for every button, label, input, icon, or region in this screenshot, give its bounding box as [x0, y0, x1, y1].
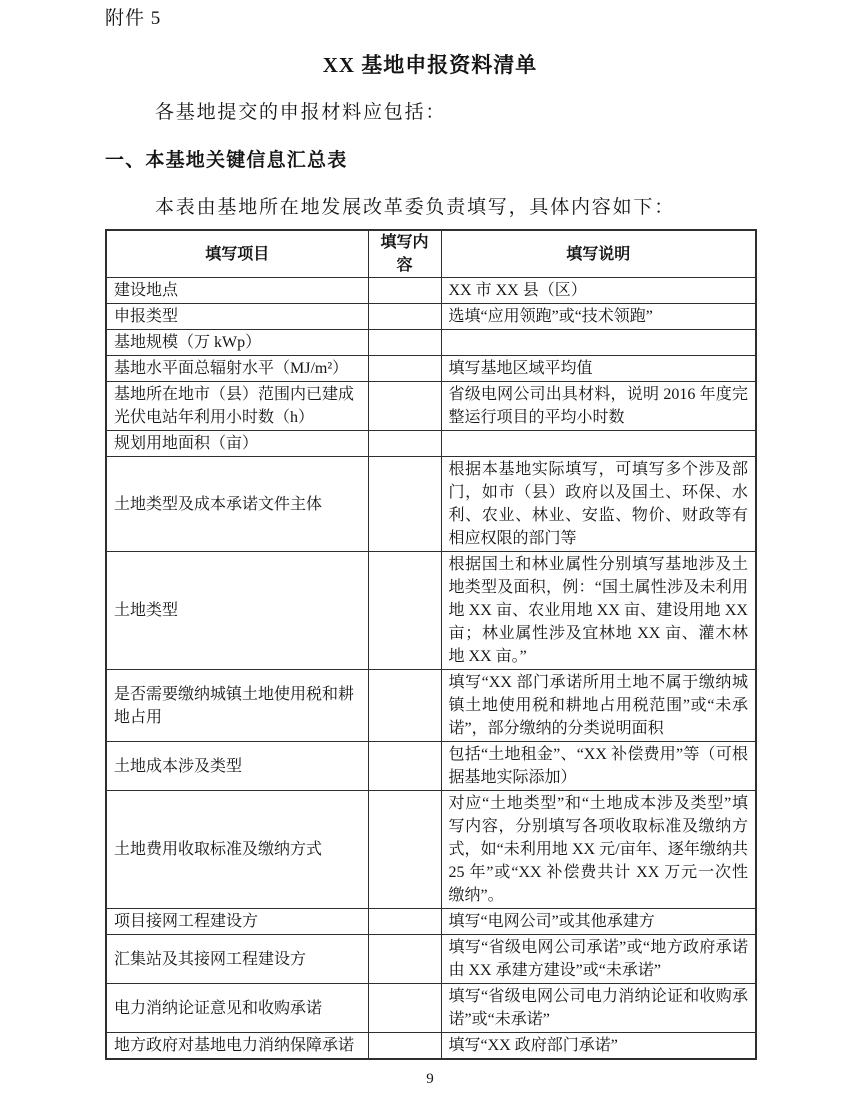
- cell-description: 包括“土地租金”、“XX 补偿费用”等（可根据基地实际添加）: [441, 742, 756, 791]
- cell-fill-in: [368, 356, 441, 382]
- document-title: XX 基地申报资料清单: [322, 53, 538, 77]
- cell-description: 填写“电网公司”或其他承建方: [441, 909, 756, 935]
- section-intro-paragraph: 本表由基地所在地发展改革委负责填写，具体内容如下：: [155, 197, 676, 218]
- cell-description: XX 市 XX 县（区）: [441, 278, 756, 304]
- attachment-label: 附件 5: [105, 8, 162, 29]
- table-row: [106, 457, 756, 552]
- cell-fill-in: [368, 431, 441, 457]
- cell-description: 填写“XX 部门承诺所用土地不属于缴纳城镇土地使用税和耕地占用税范围”或“未承诺”，部分缴纳的分类说明面积: [441, 670, 756, 742]
- cell-item: 电力消纳论证意见和收购承诺: [106, 984, 368, 1033]
- table-row: [106, 552, 756, 670]
- table-row: [106, 330, 756, 356]
- cell-description: 根据本基地实际填写，可填写多个涉及部门，如市（县）政府以及国土、环保、水利、农业、林业、安监、物价、财政等有相应权限的部门等: [441, 457, 756, 552]
- header-cell-item: 填写项目: [106, 230, 368, 278]
- cell-fill-in: [368, 457, 441, 552]
- cell-item: 是否需要缴纳城镇土地使用税和耕地占用: [106, 670, 368, 742]
- cell-description: 填写“省级电网公司电力消纳论证和收购承诺”或“未承诺”: [441, 984, 756, 1033]
- cell-item: 土地费用收取标准及缴纳方式: [106, 791, 368, 909]
- cell-fill-in: [368, 382, 441, 431]
- cell-description: 选填“应用领跑”或“技术领跑”: [441, 304, 756, 330]
- cell-fill-in: [368, 909, 441, 935]
- cell-item: 土地成本涉及类型: [106, 742, 368, 791]
- cell-item: 基地水平面总辐射水平（MJ/m²）: [106, 356, 368, 382]
- cell-description: 省级电网公司出具材料，说明 2016 年度完整运行项目的平均小时数: [441, 382, 756, 431]
- header-row: [106, 230, 756, 278]
- cell-description: [441, 330, 756, 356]
- cell-item: 基地规模（万 kWp）: [106, 330, 368, 356]
- summary-table-header: [106, 230, 756, 278]
- cell-description: 对应“土地类型”和“土地成本涉及类型”填写内容，分别填写各项收取标准及缴纳方式，如“未利用地 XX 元/亩年、逐年缴纳共 25 年”或“XX 补偿费共计 XX 万元一次性缴纳”。: [441, 791, 756, 909]
- table-row: [106, 431, 756, 457]
- cell-fill-in: [368, 278, 441, 304]
- page-number: 9: [426, 1071, 434, 1087]
- table-row: [106, 278, 756, 304]
- table-row: [106, 670, 756, 742]
- cell-fill-in: [368, 984, 441, 1033]
- cell-description: 填写基地区域平均值: [441, 356, 756, 382]
- table-row: [106, 742, 756, 791]
- header-cell-description: 填写说明: [441, 230, 756, 278]
- cell-item: 汇集站及其接网工程建设方: [106, 935, 368, 984]
- table-row: [106, 909, 756, 935]
- summary-table: [105, 229, 757, 1060]
- cell-description: 填写“XX 政府部门承诺”: [441, 1033, 756, 1060]
- cell-item: 基地所在地市（县）范围内已建成光伏电站年利用小时数（h）: [106, 382, 368, 431]
- cell-description: [441, 431, 756, 457]
- cell-description: 填写“省级电网公司承诺”或“地方政府承诺由 XX 承建方建设”或“未承诺”: [441, 935, 756, 984]
- cell-fill-in: [368, 1033, 441, 1060]
- summary-table-body: [106, 278, 756, 1060]
- cell-fill-in: [368, 330, 441, 356]
- table-row: [106, 935, 756, 984]
- cell-fill-in: [368, 304, 441, 330]
- cell-item: 土地类型: [106, 552, 368, 670]
- cell-fill-in: [368, 935, 441, 984]
- cell-fill-in: [368, 670, 441, 742]
- cell-item: 建设地点: [106, 278, 368, 304]
- table-row: [106, 356, 756, 382]
- intro-paragraph: 各基地提交的申报材料应包括：: [155, 102, 447, 123]
- cell-fill-in: [368, 742, 441, 791]
- header-cell-content: 填写内容: [368, 230, 441, 278]
- table-row: [106, 791, 756, 909]
- cell-item: 项目接网工程建设方: [106, 909, 368, 935]
- table-row: [106, 1033, 756, 1060]
- cell-item: 土地类型及成本承诺文件主体: [106, 457, 368, 552]
- table-row: [106, 382, 756, 431]
- cell-item: 地方政府对基地电力消纳保障承诺: [106, 1033, 368, 1060]
- cell-fill-in: [368, 552, 441, 670]
- table-row: [106, 984, 756, 1033]
- cell-item: 申报类型: [106, 304, 368, 330]
- table-row: [106, 304, 756, 330]
- cell-item: 规划用地面积（亩）: [106, 431, 368, 457]
- cell-fill-in: [368, 791, 441, 909]
- section-heading: 一、本基地关键信息汇总表: [105, 150, 348, 171]
- cell-description: 根据国土和林业属性分别填写基地涉及土地类型及面积，例：“国土属性涉及未利用地 XX 亩、农业用地 XX 亩、建设用地 XX 亩；林业属性涉及宜林地 XX 亩、灌木林地 XX 亩。”: [441, 552, 756, 670]
